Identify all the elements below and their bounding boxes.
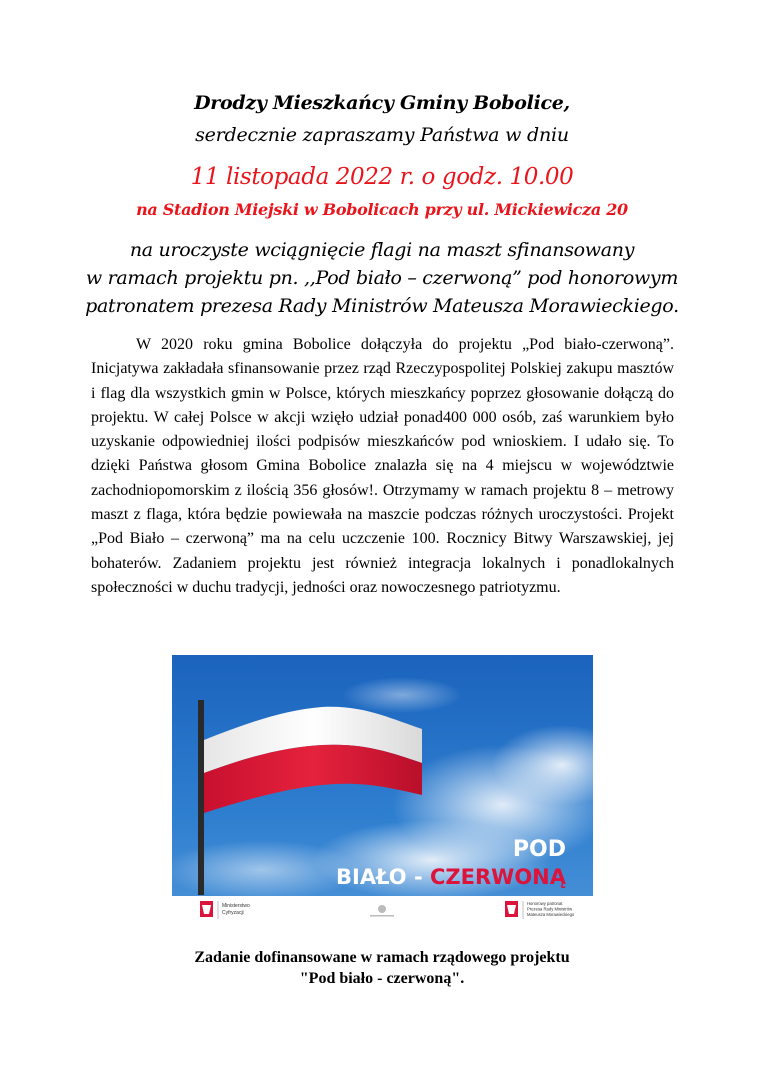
funding-caption <box>0 947 764 989</box>
banner-headline-bialo-czerwona <box>336 865 567 889</box>
body-text: W 2020 roku gmina Bobolice dołączyła do projektu „Pod biało-czerwoną”. Inicjatywa zakładała sfinansowanie przez rząd Rzeczypospolitej Polskiej zakupu masztów i flag dla wszystkich gmin w Polsce, których mieszkańcy poprzez głosowanie dołączą do projektu. W całej Polsce w akcji wzięło udział ponad400 000 osób, zaś warunkiem było uzyskanie odpowiedniej ilości podpisów mieszkańców pod wnioskiem. I udało się. To dzięki Państwa głosom Gmina Bobolice znalazła się na 4 miejscu w województwie zachodniopomorskim z ilością 356 głosów!. Otrzymamy w ramach projektu 8 – metrowy maszt z flaga, która będzie powiewała na maszcie podczas różnych uroczystości. Projekt „Pod Biało – czerwoną” ma na celu uczczenie 100. Rocznicy Bitwy Warszawskiej, jej bohaterów. Zadaniem projektu jest również integracja lokalnych i ponadlokalnych społeczności w duchu tradycji, jedności oraz nowoczesnego patriotyzmu. <box>91 336 674 596</box>
event-place: na Stadion Miejski w Bobolicach przy ul. Mickiewicza 20 <box>136 200 628 219</box>
greeting-invite: serdecznie zapraszamy Państwa w dniu <box>195 124 569 146</box>
banner-headline-white: BIAŁO - <box>336 865 430 889</box>
caption-line: Zadanie dofinansowane w ramach rządowego projektu <box>194 949 570 966</box>
patronage-logo-text: Prezesa Rady Ministrów <box>527 906 573 912</box>
patronage-logo-text: Mateusza Morawieckiego <box>527 912 575 917</box>
intro-paragraph <box>70 236 694 320</box>
intro-line: na uroczyste wciągnięcie flagi na maszt sfinansowany <box>129 239 635 261</box>
body-paragraph <box>91 333 674 600</box>
ministry-logo-text: Ministerstwo <box>222 903 250 909</box>
intro-line: w ramach projektu pn. ,,Pod biało – czerwoną” pod honorowym <box>85 267 679 289</box>
greeting-title: Drodzy Mieszkańcy Gminy Bobolice, <box>194 92 570 114</box>
patronage-logo-text: Honorowy patronat <box>527 901 563 906</box>
banner-headline-pod: POD <box>512 837 566 862</box>
intro-line: patronatem prezesa Rady Ministrów Mateusza Morawieckiego. <box>85 295 679 317</box>
ministry-logo-text: Cyfryzacji <box>222 910 244 916</box>
project-banner-image <box>172 655 593 926</box>
caption-line: "Pod biało - czerwoną". <box>299 970 465 987</box>
eagle-emblem-icon <box>378 905 386 913</box>
banner-headline-red: CZERWONĄ <box>430 865 566 889</box>
event-date-time: 11 listopada 2022 r. o godz. 10.00 <box>190 164 574 190</box>
